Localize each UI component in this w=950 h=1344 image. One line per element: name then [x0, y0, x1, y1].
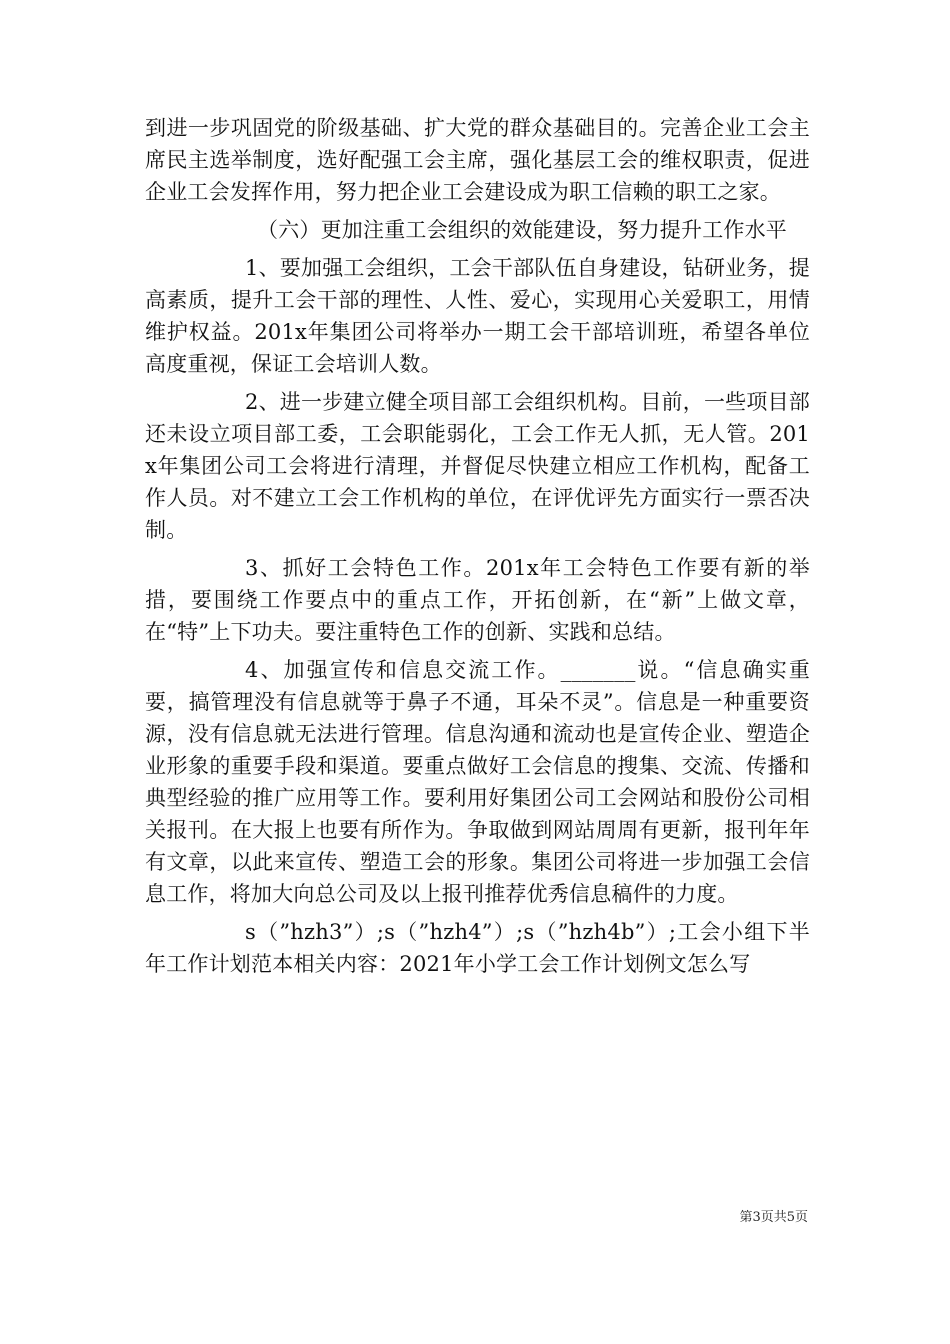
paragraph-item-2: 2、进一步建立健全项目部工会组织机构。目前，一些项目部还未设立项目部工委，工会职能弱化，工会工作无人抓，无人管。201x年集团公司工会将进行清理，并督促尽快建立相应工作机构，配备工作人员。对不建立工会工作机构的单位，在评优评先方面实行一票否决制。: [145, 390, 810, 542]
paragraph-item-1: 1、要加强工会组织，工会干部队伍自身建设，钻研业务，提高素质，提升工会干部的理性、人性、爱心，实现用心关爱职工，用情维护权益。201x年集团公司将举办一期工会干部培训班，希望各单位高度重视，保证工会培训人数。: [145, 256, 810, 376]
section-heading-six: （六）更加注重工会组织的效能建设，努力提升工作水平: [257, 218, 787, 242]
paragraph-item-4: 4、加强宣传和信息交流工作。_______说。“信息确实重要，搞管理没有信息就等于鼻子不通，耳朵不灵”。信息是一种重要资源，没有信息就无法进行管理。信息沟通和流动也是宣传企业、塑造企业形象的重要手段和渠道。要重点做好工会信息的搜集、交流、传播和典型经验的推广应用等工作。要利用好集团公司工会网站和股份公司相关报刊。在大报上也要有所作为。争取做到网站周周有更新，报刊年年有文章，以此来宣传、塑造工会的形象。集团公司将进一步加强工会信息工作，将加大向总公司及以上报刊推荐优秀信息稿件的力度。: [145, 658, 810, 906]
paragraph-item-3: 3、抓好工会特色工作。201x年工会特色工作要有新的举措，要围绕工作要点中的重点工作，开拓创新，在“新”上做文章，在“特”上下功夫。要注重特色工作的创新、实践和总结。: [145, 556, 810, 644]
document-body: [145, 112, 810, 980]
paragraph-related-content: s（”hzh3”）;s（”hzh4”）;s（”hzh4b”）;工会小组下半年工作计划范本相关内容：2021年小学工会工作计划例文怎么写: [145, 920, 810, 976]
page-number-footer: 第3页共5页: [739, 1210, 808, 1225]
paragraph-continuation: 到进一步巩固党的阶级基础、扩大党的群众基础目的。完善企业工会主席民主选举制度，选好配强工会主席，强化基层工会的维权职责，促进企业工会发挥作用，努力把企业工会建设成为职工信赖的职工之家。: [145, 116, 810, 204]
